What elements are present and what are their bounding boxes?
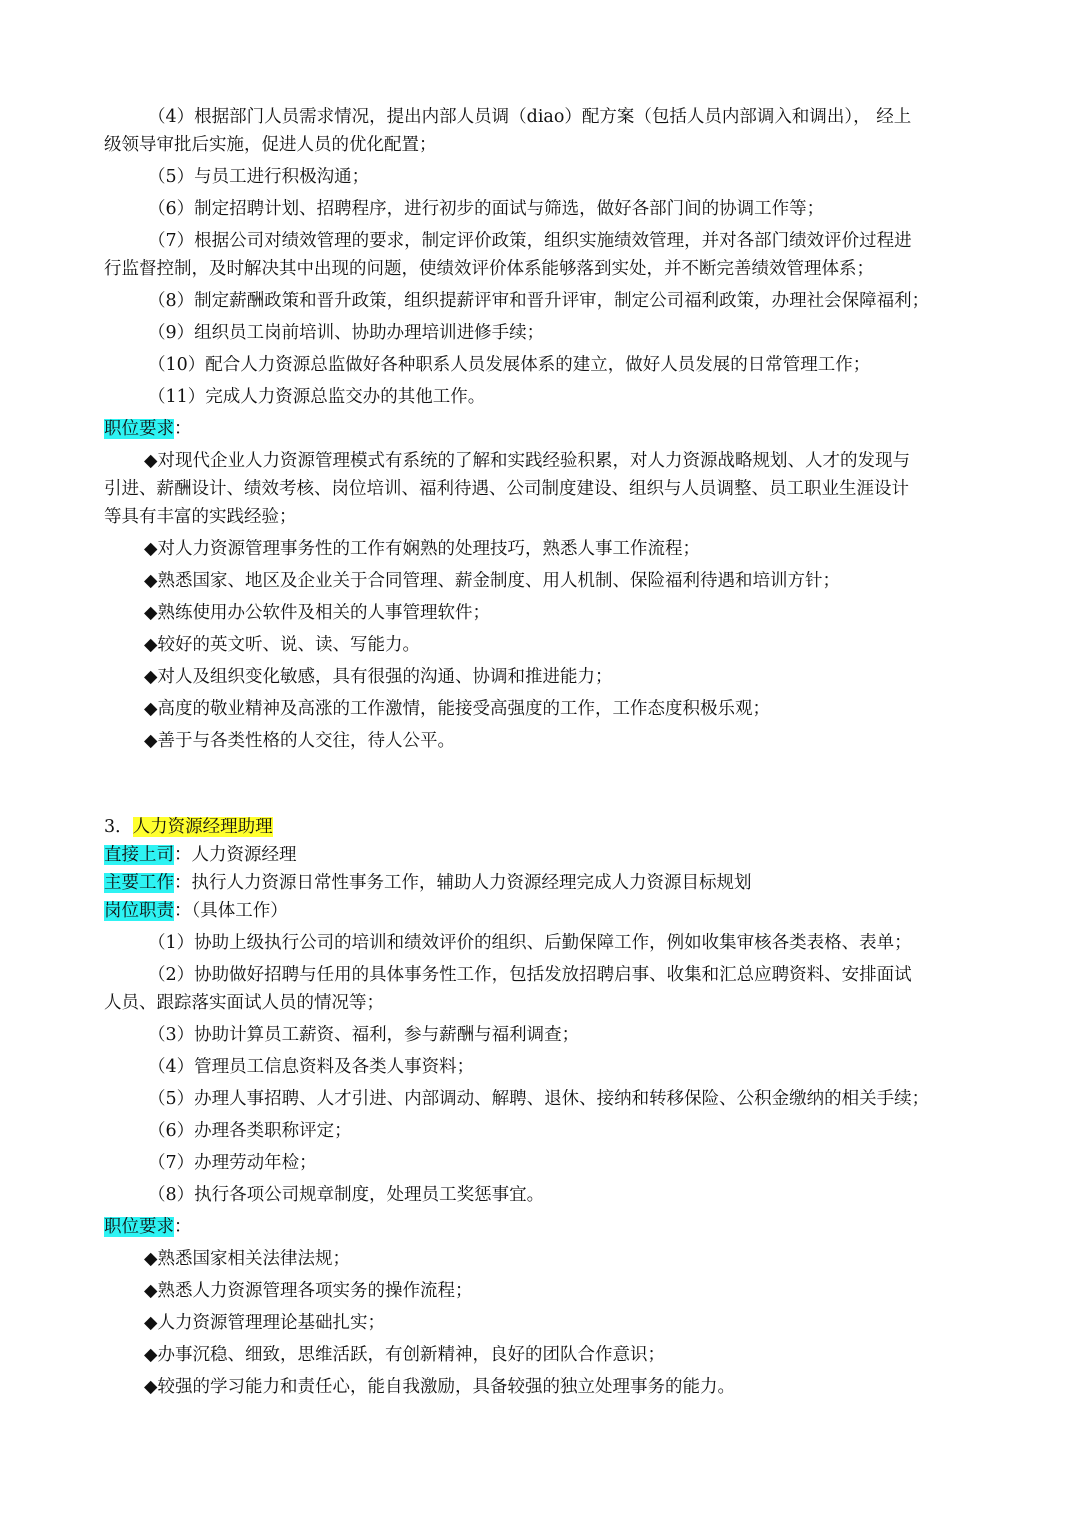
duties-value: ：（具体工作） <box>174 901 288 921</box>
duty-item: （9）组织员工岗前培训、协助办理培训进修手续； <box>148 323 545 343</box>
requirement-item: ◆较强的学习能力和责任心，能自我激励，具备较强的独立处理事务的能力。 <box>144 1377 735 1397</box>
section-title-text: 人力资源经理助理 <box>132 817 273 837</box>
requirements-colon: ： <box>174 419 192 439</box>
duty-item: （8）执行各项公司规章制度，处理员工奖惩事宜。 <box>148 1185 545 1205</box>
main-work-row <box>104 869 984 897</box>
supervisor-value: ：人力资源经理 <box>174 845 297 865</box>
requirement-item-continuation: 等具有丰富的实践经验； <box>104 507 297 527</box>
duty-list <box>104 103 984 411</box>
duty-item-continuation: 级领导审批后实施，促进人员的优化配置； <box>104 135 437 155</box>
requirement-item: ◆对现代企业人力资源管理模式有系统的了解和实践经验积累，对人力资源战略规划、人才的发现与 <box>144 451 910 471</box>
requirement-item: ◆对人力资源管理事务性的工作有娴熟的处理技巧，熟悉人事工作流程； <box>144 539 700 559</box>
section-title <box>104 813 984 841</box>
requirements-label: 职位要求 <box>104 1217 174 1237</box>
section-number: 3． <box>104 817 133 837</box>
requirement-list <box>104 1245 984 1401</box>
duty-item: （5）办理人事招聘、人才引进、内部调动、解聘、退休、接纳和转移保险、公积金缴纳的相关手续； <box>148 1089 930 1109</box>
duty-item: （6）办理各类职称评定； <box>148 1121 352 1141</box>
duty-item-continuation: 人员、跟踪落实面试人员的情况等； <box>104 993 384 1013</box>
requirements-label: 职位要求 <box>104 419 174 439</box>
duty-item: （2）协助做好招聘与任用的具体事务性工作，包括发放招聘启事、收集和汇总应聘资料、安排面试 <box>148 965 912 985</box>
section-spacer <box>104 755 984 813</box>
main-work-value: ：执行人力资源日常性事务工作，辅助人力资源经理完成人力资源目标规划 <box>174 873 752 893</box>
requirement-item: ◆办事沉稳、细致，思维活跃，有创新精神，良好的团队合作意识； <box>144 1345 665 1365</box>
duties-label: 岗位职责 <box>104 901 174 921</box>
duty-item: （8）制定薪酬政策和晋升政策，组织提薪评审和晋升评审，制定公司福利政策，办理社会保障福利； <box>148 291 930 311</box>
duty-item: （5）与员工进行积极沟通； <box>148 167 370 187</box>
requirement-item: ◆善于与各类性格的人交往，待人公平。 <box>144 731 455 751</box>
requirement-item: ◆熟悉人力资源管理各项实务的操作流程； <box>144 1281 473 1301</box>
supervisor-label: 直接上司 <box>104 845 174 865</box>
requirement-item-continuation: 引进、薪酬设计、绩效考核、岗位培训、福利待遇、公司制度建设、组织与人员调整、员工职业生涯设计 <box>104 479 909 499</box>
requirement-item: ◆较好的英文听、说、读、写能力。 <box>144 635 420 655</box>
requirements-heading <box>104 1213 984 1241</box>
supervisor-row <box>104 841 984 869</box>
duty-item: （3）协助计算员工薪资、福利，参与薪酬与福利调查； <box>148 1025 580 1045</box>
duty-item: （11）完成人力资源总监交办的其他工作。 <box>148 387 486 407</box>
requirement-item: ◆熟悉国家相关法律法规； <box>144 1249 350 1269</box>
document-page <box>104 103 984 1401</box>
requirement-list <box>104 447 984 755</box>
requirement-item: ◆高度的敬业精神及高涨的工作激情，能接受高强度的工作，工作态度积极乐观； <box>144 699 770 719</box>
requirement-item: ◆人力资源管理理论基础扎实； <box>144 1313 385 1333</box>
requirement-item: ◆熟练使用办公软件及相关的人事管理软件； <box>144 603 490 623</box>
requirement-item: ◆对人及组织变化敏感，具有很强的沟通、协调和推进能力； <box>144 667 613 687</box>
duty-list <box>104 929 984 1209</box>
duties-heading <box>104 897 984 925</box>
requirements-colon: ： <box>174 1217 192 1237</box>
duty-item: （7）根据公司对绩效管理的要求，制定评价政策，组织实施绩效管理，并对各部门绩效评价过程进 <box>148 231 912 251</box>
duty-item: （4）根据部门人员需求情况，提出内部人员调（diao）配方案（包括人员内部调入和调出）， 经上 <box>148 107 912 127</box>
main-work-label: 主要工作 <box>104 873 174 893</box>
duty-item: （10）配合人力资源总监做好各种职系人员发展体系的建立，做好人员发展的日常管理工作； <box>148 355 871 375</box>
duty-item: （6）制定招聘计划、招聘程序，进行初步的面试与筛选，做好各部门间的协调工作等； <box>148 199 825 219</box>
duty-item: （7）办理劳动年检； <box>148 1153 317 1173</box>
duty-item: （4）管理员工信息资料及各类人事资料； <box>148 1057 475 1077</box>
requirements-heading <box>104 415 984 443</box>
requirement-item: ◆熟悉国家、地区及企业关于合同管理、薪金制度、用人机制、保险福利待遇和培训方针； <box>144 571 840 591</box>
duty-item-continuation: 行监督控制，及时解决其中出现的问题，使绩效评价体系能够落到实处，并不断完善绩效管理体系； <box>104 259 874 279</box>
duty-item: （1）协助上级执行公司的培训和绩效评价的组织、后勤保障工作，例如收集审核各类表格、表单； <box>148 933 912 953</box>
